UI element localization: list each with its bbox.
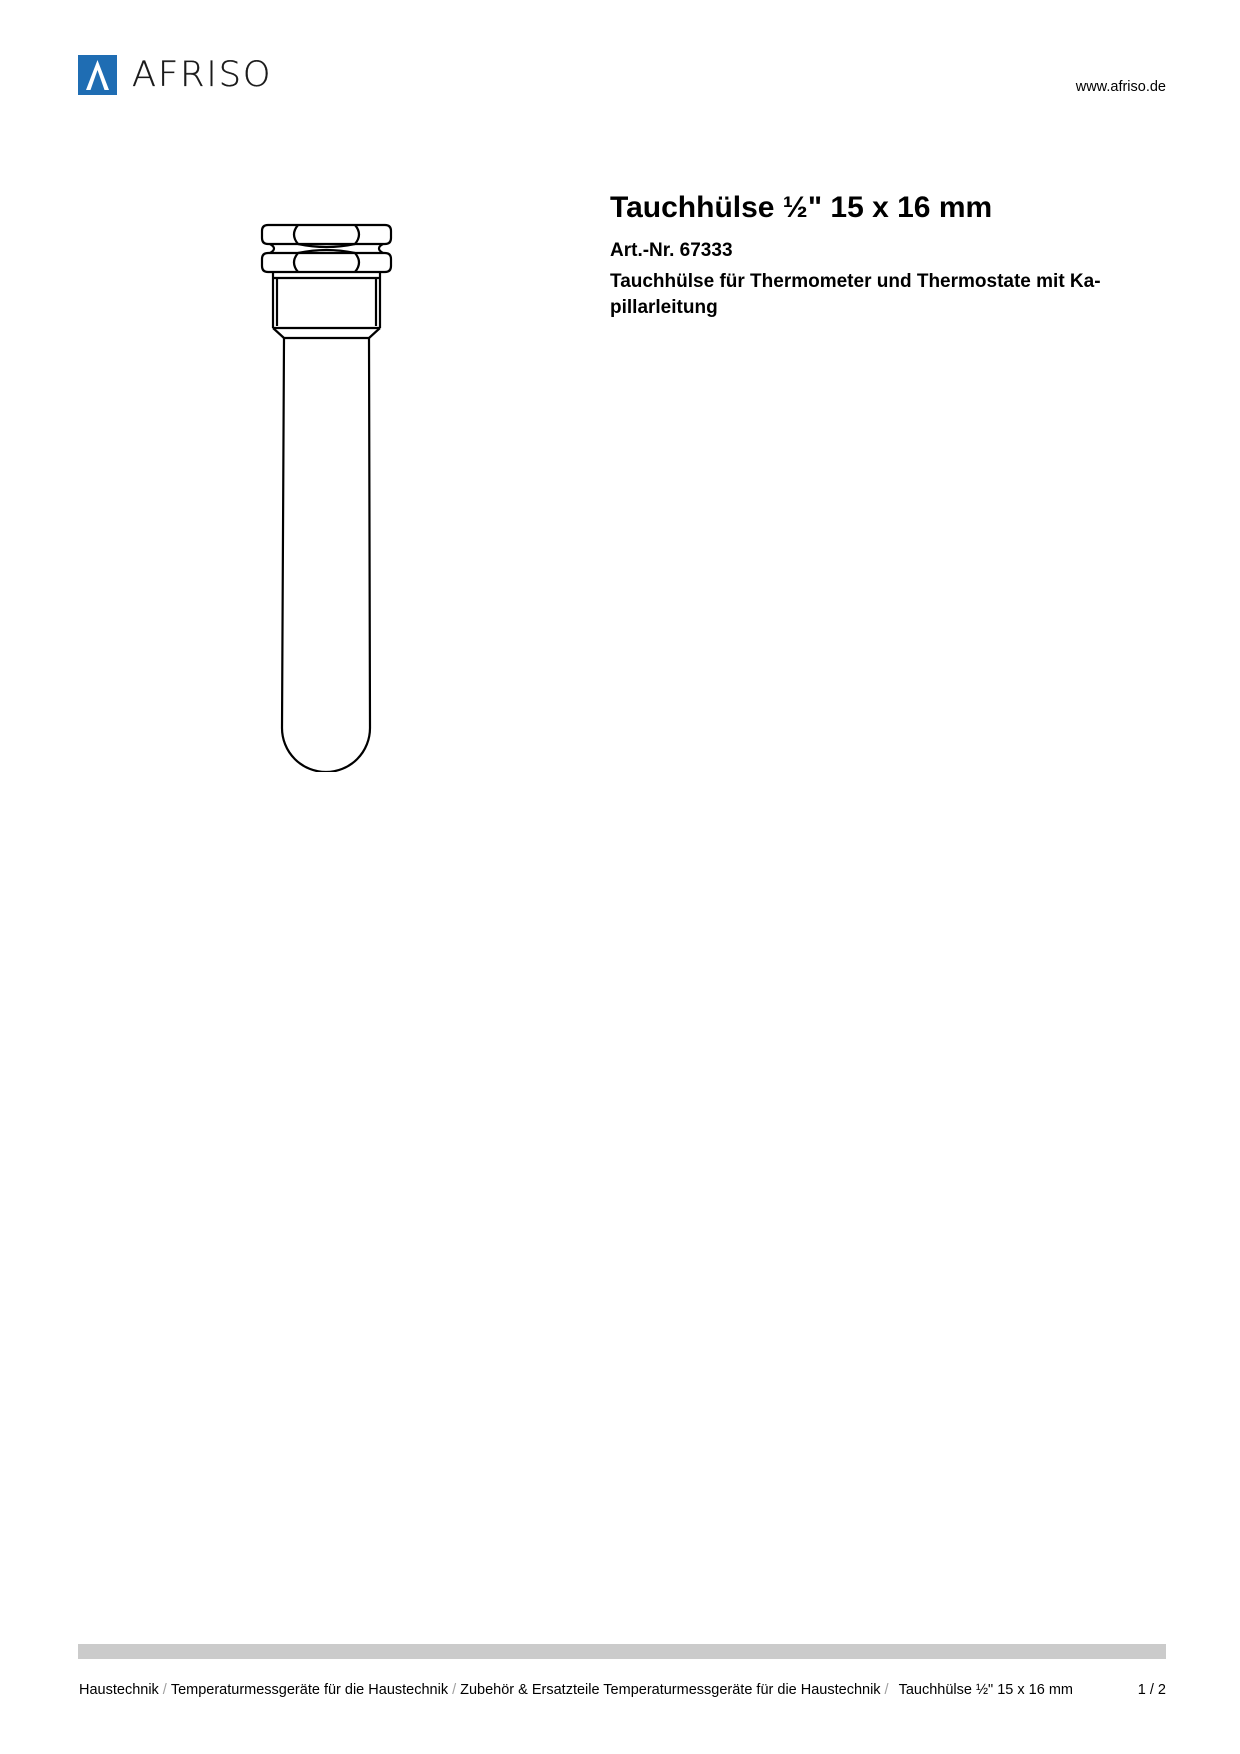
website-link[interactable]: www.afriso.de <box>1075 79 1166 95</box>
product-title: Tauchhülse ½" 15 x 16 mm <box>610 191 993 224</box>
footer-divider-bar <box>78 1644 1166 1659</box>
breadcrumb-item[interactable]: Temperaturmessgeräte für die Haustechnik <box>170 1682 449 1698</box>
product-info <box>610 188 1170 321</box>
breadcrumb-item[interactable]: Zubehör & Ersatzteile Temperaturmessgeräte für die Haustechnik <box>460 1682 881 1698</box>
afriso-triangle-icon <box>78 55 117 95</box>
immersion-sleeve-drawing <box>258 220 408 772</box>
breadcrumb-item-current: Tauchhülse ½" 15 x 16 mm <box>898 1682 1073 1698</box>
afriso-logo <box>78 55 272 95</box>
product-description: Tauchhülse für Thermometer und Thermostate mit Ka- pillarleitung <box>610 271 1101 318</box>
brand-name: AFRISO <box>132 55 273 95</box>
page-number: 1 / 2 <box>1137 1682 1166 1698</box>
breadcrumb-separator: / <box>452 1682 457 1698</box>
breadcrumb-item[interactable]: Haustechnik <box>79 1682 159 1698</box>
breadcrumb <box>79 1682 1073 1698</box>
article-number: Art.-Nr. 67333 <box>610 240 733 261</box>
breadcrumb-separator: / <box>884 1682 889 1698</box>
breadcrumb-separator: / <box>162 1682 167 1698</box>
